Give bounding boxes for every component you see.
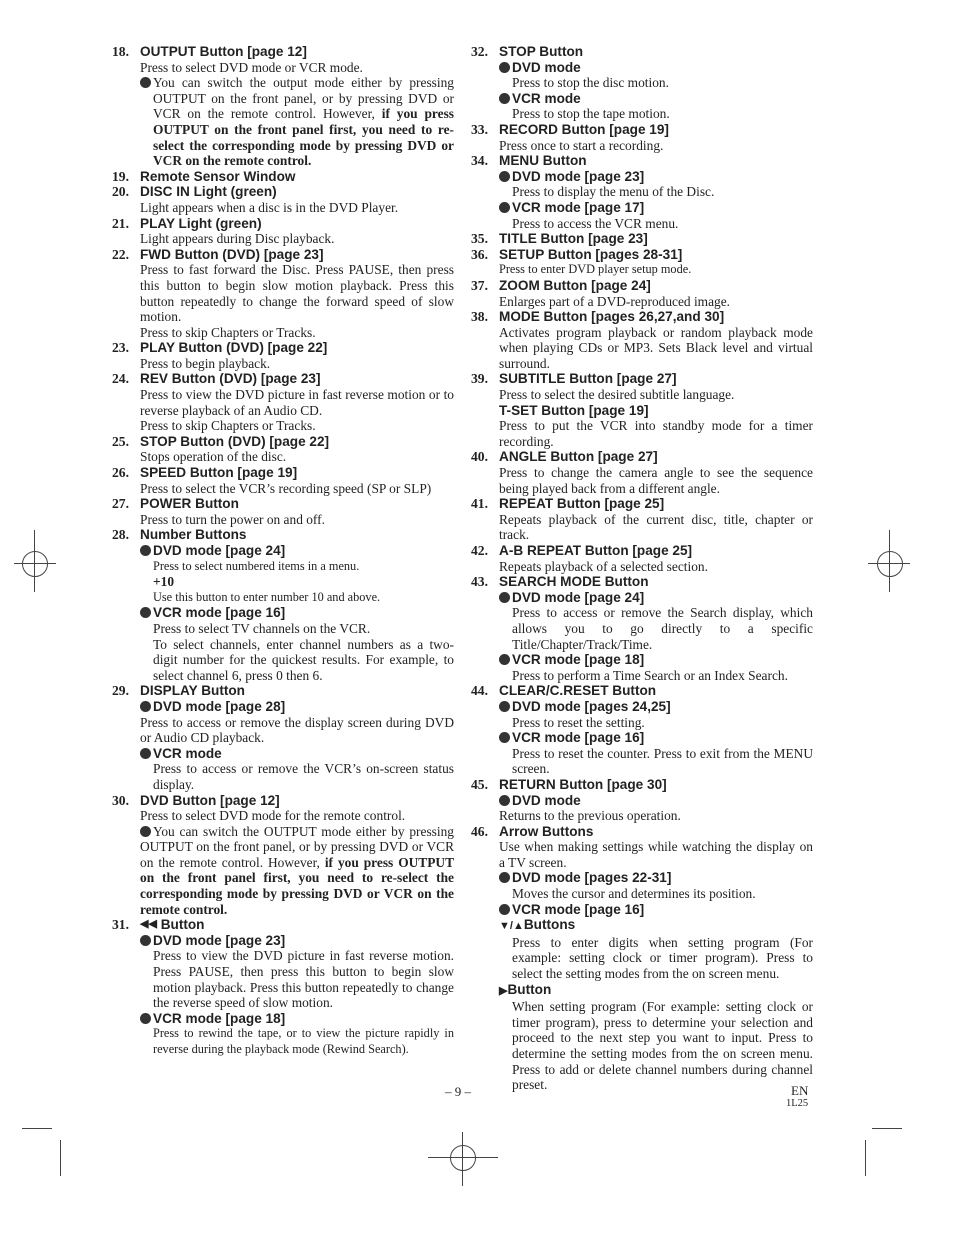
registration-mark-icon: [22, 551, 48, 577]
item-25-text: Stops operation of the disc.: [140, 449, 287, 465]
bullet-icon: [499, 202, 510, 213]
item-28-vcr-mode: VCR mode [page 16]: [112, 605, 454, 621]
item-46-dvd-mode: DVD mode [pages 22-31]: [471, 870, 813, 886]
bullet-icon: [499, 654, 510, 665]
crop-mark: [865, 1140, 866, 1176]
item-24-text-2: Press to skip Chapters or Tracks.: [140, 418, 316, 434]
registration-mark-icon: [877, 551, 903, 577]
registration-mark-icon: [450, 1145, 476, 1171]
bullet-icon: [499, 592, 510, 603]
model-code: 1L25: [786, 1098, 809, 1109]
item-18-text: Press to select DVD mode or VCR mode.: [140, 59, 363, 75]
bullet-icon: [499, 732, 510, 743]
item-46-heading: 46. Arrow Buttons: [471, 823, 594, 839]
item-24-text: Press to view the DVD picture in fast reverse motion or to reverse playback of an Audio CD.: [140, 387, 454, 418]
item-40-heading: 40. ANGLE Button [page 27]: [471, 449, 658, 465]
item-20-heading: 20. DISC IN Light (green): [112, 184, 277, 200]
bullet-icon: [140, 607, 151, 618]
item-28-heading: 28. Number Buttons: [112, 527, 247, 543]
crop-mark: [889, 530, 890, 592]
bullet-icon: [140, 77, 151, 88]
bullet-icon: [140, 748, 151, 759]
item-32-vcr-mode: VCR mode: [471, 91, 813, 107]
language-code: EN: [791, 1083, 809, 1098]
page-number: – 9 –: [445, 1084, 471, 1099]
item-43-dvd-mode: DVD mode [page 24]: [471, 590, 813, 606]
item-31-heading: 31. ◀◀ Button: [112, 917, 205, 933]
up-down-arrow-icon: ▼/▲: [499, 920, 524, 933]
bullet-icon: [499, 904, 510, 915]
bullet-icon: [140, 1013, 151, 1024]
item-30-heading: 30. DVD Button [page 12]: [112, 792, 280, 808]
right-button-heading: ▶Button: [499, 981, 552, 997]
left-column: 18. OUTPUT Button [page 12] Press to select DVD mode or VCR mode. You can switch the output mode either by pressing OUTPUT on the front panel, or by pressing DVD or VCR on the remote control. However, if you press OUTPUT on the front panel first, you need to re-select the corresponding mode by pressing DVD or VCR on the remote control. 19. Remote Sensor Window 20. DISC IN Light (green) Light appears when a disc is in the DVD Player. 21. PLAY Light (green) Light appears during Disc playback. 22. FWD Button (DVD) [page 23] Press to fast forward the Disc. Press PAUSE, then press this button to begin slow motion playback. Press this button repeatedly to change the forward speed of slow motion. Press to skip Chapters or Tracks. 23. PLAY Button (DVD) [page 22] Press to begin playback. 24. REV Button (DVD) [page 23] Press to view the DVD picture in fast reverse motion or to reverse playback of an Audio CD. Press to skip Chapters or Tracks. 25. STOP Button (DVD) [page 22] Stops operation of the disc. 26. SPEED Button [page 19] Press to select the VCR’s recording speed (SP or SLP) 27. POWER Button Press to turn the power on and off. 28. Number Buttons DVD mode [page 24] Press to select numbered items in a menu. +10 Use this button to enter number 10 and above. VCR mode [page 16] Press to select TV channels on the VCR. To select channels, enter channel numbers as a two-digit number for the quickest results. For example, to select channel 6, press 0 then 6. 29. DISPLAY Button DVD mode [page 28] Press to access or remove the display screen during DVD or Audio CD playback. VCR mode Press to access or remove the VCR’s on-screen status display. 30. DVD Button [page 12] Press to select DVD mode for the remote control. You can switch the OUTPUT mode either by pressing OUTPUT on the front panel, or by pressing DVD or VCR on the remote control. However, if you press OUTPUT on the front panel first, you need to re-select the corresponding mode by pressing DVD or VCR on the remote control. 31. ◀◀ Button DVD mode [page 23] Press to view the DVD picture in fast reverse motion. Press PAUSE, then press this button to begin slow motion playback. Press this button repeatedly to change the reverse speed of slow motion. VCR mode [page 18] Press to rewind the tape, or to view the picture rapidly in reverse during the playback mode (Rewind Search).: [112, 44, 454, 1056]
item-37-heading: 37. ZOOM Button [page 24]: [471, 277, 651, 293]
bullet-icon: [499, 795, 510, 806]
item-41-heading: 41. REPEAT Button [page 25]: [471, 496, 665, 512]
item-30-text: Press to select DVD mode for the remote control.: [140, 808, 406, 824]
item-44-dvd-mode: DVD mode [pages 24,25]: [471, 699, 813, 715]
bullet-icon: [140, 935, 151, 946]
item-38-heading: 38. MODE Button [pages 26,27,and 30]: [471, 309, 725, 325]
item-18-bullet: You can switch the output mode either by pressing OUTPUT on the front panel, or by pressing DVD or VCR on the remote control. However, if you press OUTPUT on the front panel first, you need to re-select the corresponding mode by pressing DVD or VCR on the remote control.: [112, 75, 454, 169]
rewind-icon: ◀◀: [140, 918, 157, 931]
item-21-heading: 21. PLAY Light (green): [112, 215, 262, 231]
item-34-heading: 34. MENU Button: [471, 153, 587, 169]
item-29-heading: 29. DISPLAY Button: [112, 683, 245, 699]
item-45-dvd-mode: DVD mode: [471, 793, 813, 809]
item-27-heading: 27. POWER Button: [112, 496, 239, 512]
item-28-dvd-mode: DVD mode [page 24]: [112, 543, 454, 559]
item-45-heading: 45. RETURN Button [page 30]: [471, 776, 667, 792]
item-33-heading: 33. RECORD Button [page 19]: [471, 121, 669, 137]
crop-mark: [22, 1128, 52, 1129]
updown-buttons-heading: ▼/▲Buttons: [499, 917, 576, 933]
tset-heading: T-SET Button [page 19]: [499, 402, 649, 418]
item-22-text: Press to fast forward the Disc. Press PAUSE, then press this button to begin slow motion playback. Press this button repeatedly to change the forward speed of slow motion.: [140, 262, 454, 325]
item-22-heading: 22. FWD Button (DVD) [page 23]: [112, 246, 324, 262]
bullet-icon: [140, 826, 151, 837]
item-23-heading: 23. PLAY Button (DVD) [page 22]: [112, 340, 328, 356]
item-34-dvd-mode: DVD mode [page 23]: [471, 169, 813, 185]
right-arrow-icon: ▶: [499, 984, 508, 997]
crop-mark: [14, 563, 56, 564]
item-number: 18.: [112, 44, 129, 59]
item-44-vcr-mode: VCR mode [page 16]: [471, 730, 813, 746]
item-43-heading: 43. SEARCH MODE Button: [471, 574, 649, 590]
item-32-dvd-mode: DVD mode: [471, 60, 813, 76]
bullet-icon: [499, 701, 510, 712]
bullet-icon: [499, 171, 510, 182]
item-title: OUTPUT Button [page 12]: [140, 44, 307, 59]
item-25-heading: 25. STOP Button (DVD) [page 22]: [112, 433, 330, 449]
item-19-heading: 19. Remote Sensor Window: [112, 168, 296, 184]
crop-mark: [34, 530, 35, 592]
item-36-heading: 36. SETUP Button [pages 28-31]: [471, 246, 683, 262]
crop-mark: [60, 1140, 61, 1176]
item-31-dvd-mode: DVD mode [page 23]: [112, 933, 454, 949]
item-46-vcr-mode: VCR mode [page 16]: [471, 902, 813, 918]
item-23-text: Press to begin playback.: [140, 355, 271, 371]
item-29-vcr-mode: VCR mode: [112, 746, 454, 762]
item-42-heading: 42. A-B REPEAT Button [page 25]: [471, 543, 693, 558]
item-20-text: Light appears when a disc is in the DVD Player.: [140, 199, 399, 215]
item-35-heading: 35. TITLE Button [page 23]: [471, 231, 648, 247]
crop-mark: [872, 1128, 902, 1129]
item-24-heading: 24. REV Button (DVD) [page 23]: [112, 371, 321, 387]
plus10-label: +10: [153, 574, 175, 590]
crop-mark: [462, 1132, 463, 1186]
item-30-bullet: You can switch the OUTPUT mode either by pressing OUTPUT on the front panel, or by pressing DVD or VCR on the remote control. However, if you press OUTPUT on the front panel first, you need to re-select the corresponding mode by pressing DVD or VCR on the remote control.: [140, 823, 454, 917]
item-34-vcr-mode: VCR mode [page 17]: [471, 200, 813, 216]
item-31-vcr-mode: VCR mode [page 18]: [112, 1011, 454, 1027]
bullet-icon: [140, 701, 151, 712]
item-32-heading: 32. STOP Button: [471, 44, 584, 59]
item-26-text: Press to select the VCR’s recording speed (SP or SLP): [140, 480, 432, 496]
item-39-heading: 39. SUBTITLE Button [page 27]: [471, 371, 677, 387]
bullet-icon: [499, 872, 510, 883]
item-21-text: Light appears during Disc playback.: [140, 231, 335, 247]
item-18-heading: [112, 44, 454, 60]
right-column: 32. STOP Button DVD mode Press to stop the disc motion. VCR mode Press to stop the tape motion. 33. RECORD Button [page 19] Press once to start a recording. 34. MENU Button DVD mode [page 23] Press to display the menu of the Disc. VCR mode [page 17] Press to access the VCR menu. 35. TITLE Button [page 23] 36. SETUP Button [pages 28-31] Press to enter DVD player setup mode. 37. ZOOM Button [page 24] Enlarges part of a DVD-reproduced image. 38. MODE Button [pages 26,27,and 30] Activates program playback or random playback mode when playing CDs or MP3. Sets Black level and virtual surround. 39. SUBTITLE Button [page 27] Press to select the desired subtitle language. T-SET Button [page 19] Press to put the VCR into standby mode for a timer recording. 40. ANGLE Button [page 27] Press to change the camera angle to see the sequence being played back from a different angle. 41. REPEAT Button [page 25] Repeats playback of the current disc, title, chapter or track. 42. A-B REPEAT Button [page 25] Repeats playback of a selected section. 43. SEARCH MODE Button DVD mode [page 24] Press to access or remove the Search display, which allows you to go directly to a specific Title/Chapter/Track/Time. VCR mode [page 18] Press to perform a Time Search or an Index Search. 44. CLEAR/C.RESET Button DVD mode [pages 24,25] Press to reset the setting. VCR mode [page 16] Press to reset the counter. Press to exit from the MENU screen. 45. RETURN Button [page 30] DVD mode Returns to the previous operation. 46. Arrow Buttons Use when making settings while watching the display on a TV screen. DVD mode [pages 22-31] Moves the cursor and determines its position. VCR mode [page 16] ▼/▲Buttons Press to enter digits when setting program (For example: setting clock or timer program). Press to select the setting modes from the on screen menu. ▶Button When setting program (For example: setting clock or timer program), press to determine your selection and proceed to the next step you want to input. Press to determine the setting modes from the on screen menu. Press to add or delete channel numbers during channel preset.: [471, 44, 813, 1093]
item-27-text: Press to turn the power on and off.: [140, 511, 325, 527]
item-29-dvd-mode: DVD mode [page 28]: [112, 699, 454, 715]
item-22-text-2: Press to skip Chapters or Tracks.: [140, 324, 316, 340]
bullet-icon: [499, 62, 510, 73]
item-43-vcr-mode: VCR mode [page 18]: [471, 652, 813, 668]
bullet-icon: [499, 93, 510, 104]
item-44-heading: 44. CLEAR/C.RESET Button: [471, 683, 657, 699]
crop-mark: [428, 1157, 498, 1158]
bullet-icon: [140, 545, 151, 556]
item-26-heading: 26. SPEED Button [page 19]: [112, 465, 298, 481]
